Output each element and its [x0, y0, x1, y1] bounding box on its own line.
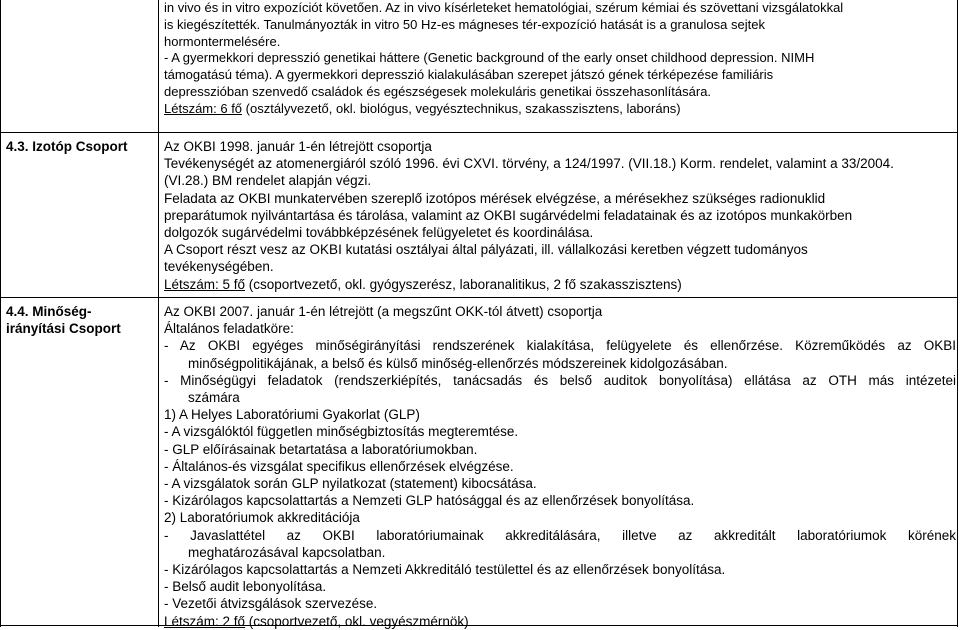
- section2-line: Tevékenységét az atomenergiáról szóló 1996. évi CXVI. törvény, a 124/1997. (VII.18.) Korm. rendelet, valamint a 33/2004.: [164, 156, 894, 172]
- section3-staff: [164, 613, 956, 630]
- section3-task-line: - Kizárólagos kapcsolattartás a Nemzeti GLP hatósággal és az ellenőrzések bonyolítása.: [164, 493, 695, 509]
- section1-content: [164, 0, 956, 118]
- section2-title: 4.3. Izotóp Csoport: [6, 139, 128, 154]
- section1-line: in vivo és in vitro expozíciót követően. Az in vivo kísérleteket hematológiai, szérum kémiai és szövettani vizsgálatokkal: [164, 0, 844, 15]
- section3-task-line: - Javaslattétel az OKBI laboratóriumainak akkreditálására, illetve az akkreditált laboratóriumok körének: [164, 527, 956, 543]
- section3-general-heading: Általános feladatköre:: [164, 321, 294, 337]
- section3-task-line: - Belső audit lebonyolítása.: [164, 579, 327, 595]
- section3-task-line: számára: [188, 390, 240, 406]
- section3-title-line: irányítási Csoport: [6, 321, 121, 336]
- section2-line: (VI.28.) BM rendelet alapján végzi.: [164, 173, 372, 189]
- table-border-left: [0, 0, 1, 627]
- section3-task-line: meghatározásával kapcsolatban.: [188, 544, 386, 560]
- section3-task-line: - A vizsgálatok során GLP nyilatkozat (statement) kibocsátása.: [164, 476, 537, 492]
- section3-task-line: 2) Laboratóriumok akkreditációja: [164, 510, 360, 526]
- section2-content: [164, 138, 956, 293]
- section3-staff-text: (csoportvezető, okl. vegyészmérnök): [245, 613, 469, 629]
- section3-staff-label: Létszám: 2 fő: [164, 613, 246, 629]
- section2-staff-text: (csoportvezető, okl. gyógyszerész, laboranalitikus, 2 fő szakasszisztens): [245, 276, 682, 292]
- section1-line: is kiegészítették. Tanulmányozták in vitro 50 Hz-es mágneses tér-expozíció hatását is a granulosa sejtek: [164, 16, 765, 32]
- section3-task-line: - Vezetői átvizsgálások szervezése.: [164, 596, 378, 612]
- section3-task-line: - A vizsgálóktól független minőségbiztosítás megteremtése.: [164, 424, 519, 440]
- section1-staff-text: (osztályvezető, okl. biológus, vegyésztechnikus, szakasszisztens, laboráns): [242, 100, 681, 116]
- row-separator-2: [0, 297, 958, 298]
- section2-line: Az OKBI 1998. január 1-én létrejött csoportja: [164, 139, 432, 154]
- section2-line: dolgozók sugárvédelmi továbbképzésének felügyeletet és koordinálása.: [164, 225, 594, 241]
- section3-task-line: 1) A Helyes Laboratóriumi Gyakorlat (GLP): [164, 407, 420, 423]
- section2-line: A Csoport részt vesz az OKBI kutatási osztályai által pályázati, ill. vállalkozási keretben végzett tudományos: [164, 242, 808, 258]
- section3-task-line: minőségpolitikájának, a belső és külső minőség-ellenőrzés módszereinek kidolgozásában.: [188, 355, 728, 371]
- section2-line: preparátumok nyilvántartása és tárolása, valamint az OKBI sugárvédelmi feladatainak és az izotópos munkakörben: [164, 207, 853, 223]
- section1-line: támogatású téma). A gyermekkori depresszió kialakulásában szerepet játszó gének térképezése familiáris: [164, 67, 774, 83]
- section2-line: tevékenységében.: [164, 259, 274, 275]
- section1-staff-label: Létszám: 6 fő: [164, 100, 243, 116]
- section3-title-line: 4.4. Minőség-: [6, 304, 92, 319]
- section1-staff: [164, 101, 956, 118]
- section1-line: hormontermelésére.: [164, 33, 281, 49]
- section3-task-line: - GLP előírásainak betartatása a laboratóriumokban.: [164, 441, 478, 457]
- section2-staff: [164, 276, 956, 293]
- row-separator-1: [0, 132, 958, 133]
- section3-content: [164, 303, 956, 630]
- section3-task-line: - Minőségügyi feladatok (rendszerkiépítés, tanácsadás és belső auditok bonyolítása) ellátása az OTH más intézetei: [164, 372, 956, 388]
- section1-line: - A gyermekkori depresszió genetikai háttere (Genetic background of the early onset childhood depression. NIMH: [164, 50, 815, 66]
- section3-task-line: - Az OKBI egyéges minőségirányítási rendszerének kialakítása, felügyelete és ellenőrzése. Közreműködés az OKBI: [164, 338, 956, 354]
- section2-line: Feladata az OKBI munkatervében szereplő izotópos mérések elvégzése, a mérésekhez szükséges radionuklid: [164, 190, 826, 206]
- section3-title: [6, 303, 154, 337]
- table-border-divider: [158, 0, 159, 627]
- section2-staff-label: Létszám: 5 fő: [164, 276, 246, 292]
- section3-task-list: [164, 337, 956, 612]
- section3-task-line: - Kizárólagos kapcsolattartás a Nemzeti Akkreditáló testülettel és az ellenőrzések bonyolítása.: [164, 562, 726, 578]
- table-border-right: [957, 0, 958, 627]
- section3-task-line: - Általános-és vizsgálat specifikus ellenőrzések elvégzése.: [164, 458, 514, 474]
- section3-intro: Az OKBI 2007. január 1-én létrejött (a megszűnt OKK-tól átvett) csoportja: [164, 304, 603, 319]
- section1-line: depresszióban szenvedő családok és egészségesek molekuláris genetikai összehasonlítására.: [164, 83, 712, 99]
